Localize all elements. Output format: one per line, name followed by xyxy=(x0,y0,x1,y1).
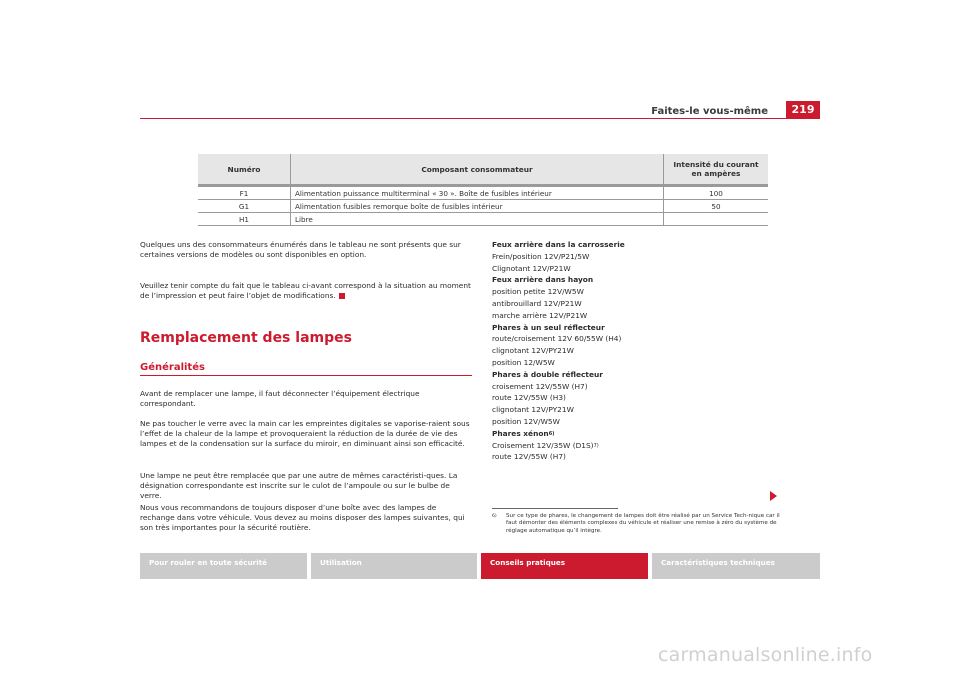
paragraph: Nous vous recommandons de toujours disposer d’une boîte avec des lampes de rechange dans votre véhicule. Vous devez au moins disposer des lampes suivantes, qui son très importantes pour la sécurité routière. xyxy=(140,503,465,533)
tab-usage[interactable]: Utilisation xyxy=(311,553,477,579)
watermark: carmanualsonline.info xyxy=(658,644,873,666)
lamp-list xyxy=(492,240,782,463)
table-cell: 50 xyxy=(664,200,769,213)
header-rule xyxy=(140,118,820,119)
col-header-number: Numéro xyxy=(198,154,291,186)
lamp-group-title: Phares à double réflecteur xyxy=(492,369,603,379)
end-of-section-icon xyxy=(339,293,345,299)
table-cell: 100 xyxy=(664,186,769,200)
lamp-group-title: Phares à un seul réflecteur xyxy=(492,322,605,332)
list-item: route 12V/55W (H7) xyxy=(492,452,566,462)
lamp-group-title-text: Phares xénon xyxy=(492,428,549,438)
table-row xyxy=(198,200,768,213)
page-number: 219 xyxy=(786,101,820,118)
table-row xyxy=(198,186,768,200)
table-cell: Alimentation puissance multiterminal « 30 ». Boîte de fusibles intérieur xyxy=(291,186,664,200)
fuse-table xyxy=(198,154,768,226)
fuse-table-header xyxy=(198,154,768,186)
paragraph xyxy=(140,281,472,301)
paragraph: Une lampe ne peut être remplacée que par une autre de mêmes caractéristi-ques. La désignation correspondante est inscrite sur le culot de l’ampoule ou sur le bulbe de verre. xyxy=(140,471,458,501)
subsection-rule xyxy=(140,375,472,376)
page-header-title: Faites-le vous-même xyxy=(651,106,768,117)
paragraph: Avant de remplacer une lampe, il faut déconnecter l’équipement électrique correspondant. xyxy=(140,389,420,409)
footnote-ref: 6) xyxy=(548,430,555,437)
list-item: Frein/position 12V/P21/5W xyxy=(492,251,590,261)
list-item: antibrouillard 12V/P21W xyxy=(492,298,582,308)
footnote-number: 6) xyxy=(492,514,497,519)
paragraph-text: Veuillez tenir compte du fait que le tableau ci-avant correspond à la situation au moment de l’impression et peut faire l’objet de modifications. xyxy=(140,281,471,301)
footnote-ref: 7) xyxy=(593,442,599,449)
footnote xyxy=(492,513,782,535)
col-header-component: Composant consommateur xyxy=(291,154,664,186)
paragraph: Ne pas toucher le verre avec la main car les empreintes digitales se vaporise-raient sous l’effet de la chaleur de la lampe et provoqueraient la réduction de la durée de vie des lampes et de la condensation sur la surface du miroir, en diminuant ainsi son efficacité. xyxy=(140,419,470,449)
tab-safety[interactable]: Pour rouler en toute sécurité xyxy=(140,553,307,579)
lamp-group-title: Feux arrière dans la carrosserie xyxy=(492,240,625,249)
list-item: route 12V/55W (H3) xyxy=(492,393,566,403)
table-cell: G1 xyxy=(198,200,291,213)
lamp-group-title: Feux arrière dans hayon xyxy=(492,275,594,285)
section-heading: Remplacement des lampes xyxy=(140,330,352,346)
tab-practical-tips[interactable]: Conseils pratiques xyxy=(481,553,648,579)
table-cell xyxy=(664,213,769,226)
list-item: clignotant 12V/PY21W xyxy=(492,405,574,415)
table-row xyxy=(198,213,768,226)
list-item: clignotant 12V/PY21W xyxy=(492,346,574,356)
footnote-rule xyxy=(492,508,618,509)
list-item: position petite 12V/W5W xyxy=(492,287,584,297)
list-item: Clignotant 12V/P21W xyxy=(492,263,571,273)
list-item: marche arrière 12V/P21W xyxy=(492,310,588,320)
col-header-amperage: Intensité du courant en ampères xyxy=(664,154,769,186)
lamp-group-title xyxy=(492,429,782,439)
list-item: route/croisement 12V 60/55W (H4) xyxy=(492,334,622,344)
list-item: position 12/W5W xyxy=(492,357,555,367)
table-cell: H1 xyxy=(198,213,291,226)
continue-arrow-icon xyxy=(770,491,777,501)
list-item xyxy=(492,441,782,451)
list-item-text: Croisement 12V/35W (D1S) xyxy=(492,440,594,450)
paragraph: Quelques uns des consommateurs énumérés dans le tableau ne sont présents que sur certaines versions de modèles ou sont disponibles en option. xyxy=(140,240,461,260)
footnote-text: Sur ce type de phares, le changement de lampes doit être réalisé par un Service Tech-nique car il faut démonter des éléments complexes du véhicule et réaliser une remise à zéro du système de réglage automatique qu’il intègre. xyxy=(506,513,780,534)
table-cell: Alimentation fusibles remorque boîte de fusibles intérieur xyxy=(291,200,664,213)
table-cell: Libre xyxy=(291,213,664,226)
subsection-heading: Généralités xyxy=(140,362,205,373)
list-item: croisement 12V/55W (H7) xyxy=(492,381,588,391)
list-item: position 12V/W5W xyxy=(492,416,560,426)
tab-technical-specs[interactable]: Caractéristiques techniques xyxy=(652,553,820,579)
table-cell: F1 xyxy=(198,186,291,200)
